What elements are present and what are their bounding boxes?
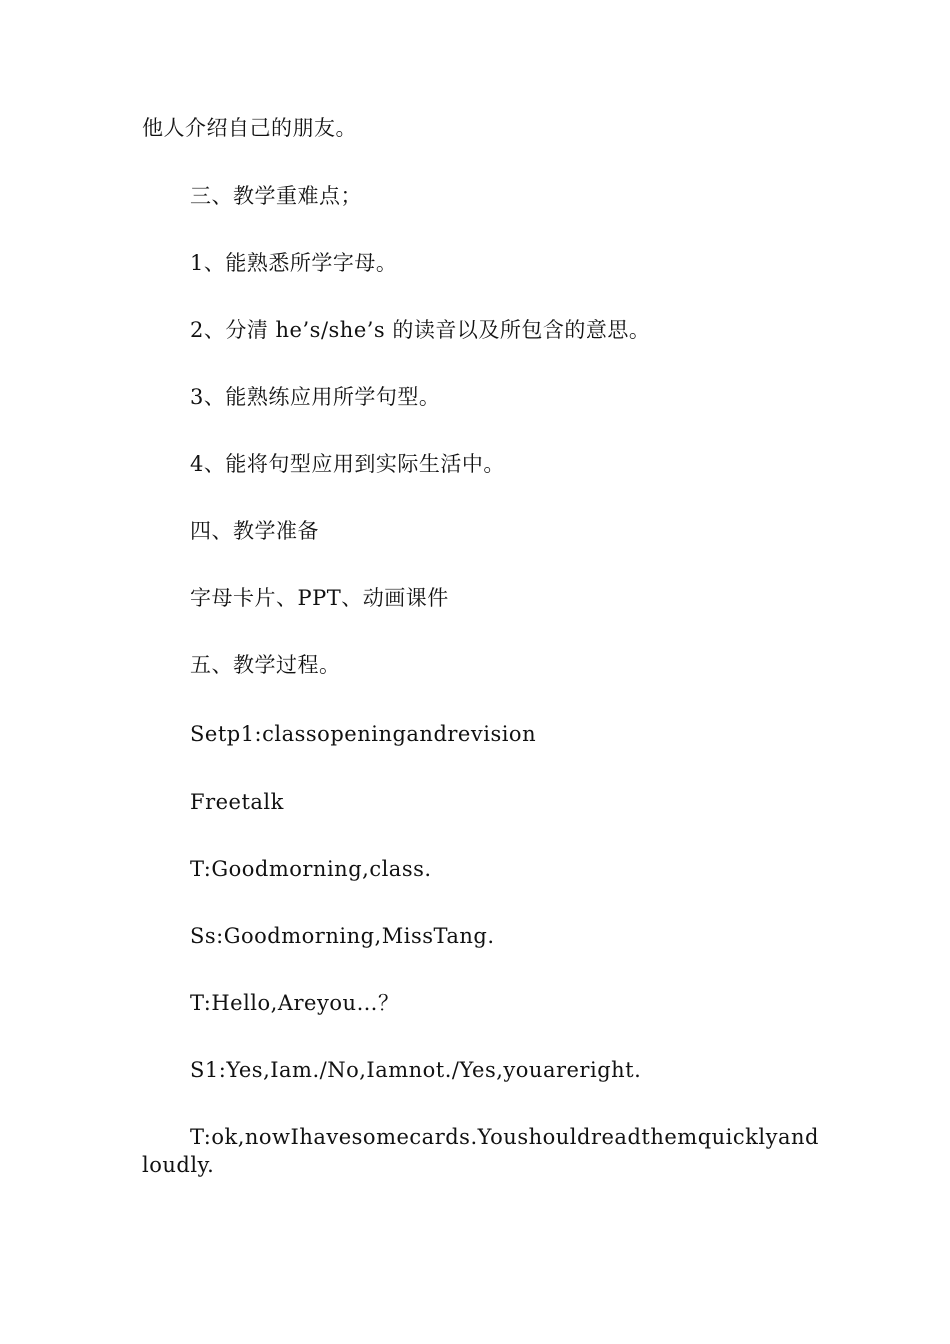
heading-key-difficulties: 三、教学重难点；: [190, 184, 362, 208]
dialogue-line-students-1: Ss:Goodmorning,MissTang.: [190, 924, 495, 948]
list-item-1: 1、能熟悉所学字母。: [190, 251, 398, 275]
dialogue-line-teacher-2: T:Hello,Areyou…？: [190, 991, 400, 1015]
heading-preparation: 四、教学准备: [190, 519, 319, 543]
list-item-2: 2、分清 he’s/she’s 的读音以及所包含的意思。: [190, 318, 651, 342]
paragraph-freetalk: Freetalk: [190, 790, 284, 814]
dialogue-line-teacher-1: T:Goodmorning,class.: [190, 857, 432, 881]
paragraph-step1: Setp1:classopeningandrevision: [190, 722, 537, 746]
dialogue-line-student-1: S1:Yes,Iam./No,Iamnot./Yes,youareright.: [190, 1058, 642, 1082]
dialogue-line-teacher-3: T:ok,nowIhavesomecards.Youshouldreadthemquicklyandloudly.: [142, 1125, 819, 1177]
list-item-4: 4、能将句型应用到实际生活中。: [190, 452, 505, 476]
paragraph-materials: 字母卡片、PPT、动画课件: [190, 586, 449, 610]
heading-process: 五、教学过程。: [190, 653, 341, 677]
paragraph-intro-continuation: 他人介绍自己的朋友。: [142, 116, 357, 140]
list-item-3: 3、能熟练应用所学句型。: [190, 385, 441, 409]
